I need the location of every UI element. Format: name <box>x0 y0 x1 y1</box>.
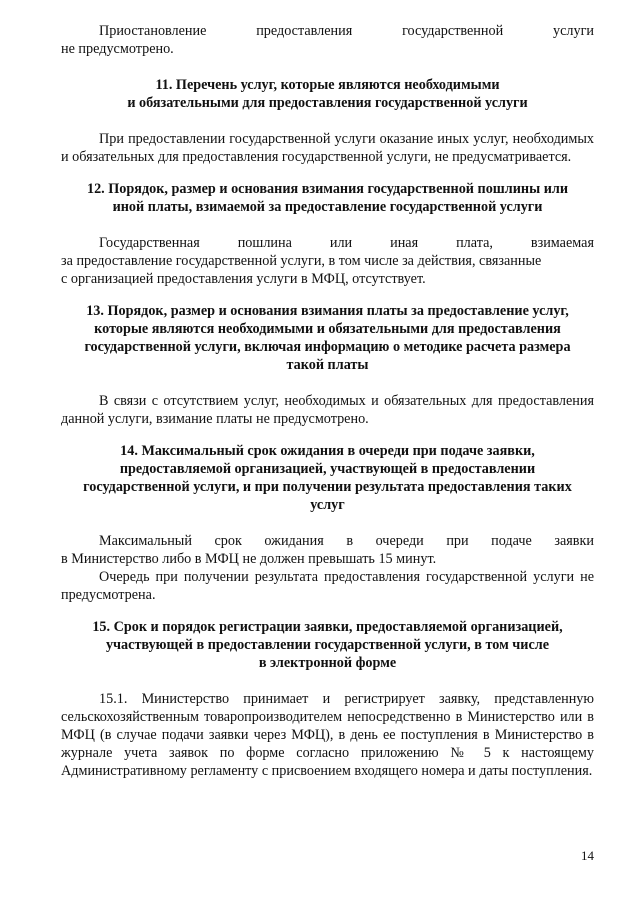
heading-line: иной платы, взимаемой за предоставление государственной услуги <box>112 199 543 215</box>
heading-line: предоставляемой организацией, участвующей в предоставлении <box>119 461 536 477</box>
intro-line-1 <box>61 22 594 40</box>
heading-line: и обязательными для предоставления государственной услуги <box>127 95 528 111</box>
word: или <box>329 235 353 251</box>
word: заявки <box>554 533 594 549</box>
heading-line: услуг <box>310 497 345 513</box>
heading-line: государственной услуги, и при получении результата предоставления таких <box>83 479 572 495</box>
section-12-heading <box>61 180 594 216</box>
section-11-text: При предоставлении государственной услуги оказание иных услуг, необходимых и обязательных для предоставления государственной услуги, не предусматривается. <box>61 131 594 165</box>
word: Государственная <box>99 235 200 251</box>
section-14-text-2: Очередь при получении результата предоставления государственной услуги не предусмотрена. <box>61 569 594 603</box>
heading-line: участвующей в предоставлении государственной услуги, в том числе <box>105 637 550 653</box>
section-12-line-1 <box>61 234 594 252</box>
word: при <box>446 533 469 549</box>
word: Приостановление <box>99 23 207 39</box>
document-body <box>61 22 594 780</box>
heading-line: 13. Порядок, размер и основания взимания платы за предоставление услуг, <box>86 303 569 319</box>
heading-line: в электронной форме <box>258 655 397 671</box>
heading-line: такой платы <box>286 357 369 373</box>
word: плата, <box>456 235 493 251</box>
word: взимаемая <box>530 235 594 251</box>
word: государственной <box>402 23 504 39</box>
intro-line-2: не предусмотрено. <box>61 41 174 57</box>
section-15-heading <box>61 618 594 672</box>
section-12-line-2: за предоставление государственной услуги, в том числе за действия, связанные <box>61 253 542 269</box>
word: срок <box>214 533 242 549</box>
word: подаче <box>491 533 532 549</box>
section-15-text: 15.1. Министерство принимает и регистрирует заявку, представленную сельскохозяйственным товаропроизводителем непосредственно в Министерство или в МФЦ (в случае подачи заявки через МФЦ), в день ее поступления в Министерство в журнале учета заявок по форме согласно приложению № 5 к настоящему Административному регламенту с присвоением входящего номера и даты поступления. <box>61 691 594 779</box>
page-number: 14 <box>581 848 594 863</box>
section-13-heading <box>61 302 594 374</box>
section-12-line-3: с организацией предоставления услуги в МФЦ, отсутствует. <box>61 271 426 287</box>
heading-line: 14. Максимальный срок ожидания в очереди при подаче заявки, <box>120 443 535 459</box>
word: услуги <box>553 23 594 39</box>
section-14-heading <box>61 442 594 514</box>
heading-line: которые являются необходимыми и обязательными для предоставления <box>94 321 561 337</box>
section-11-heading <box>61 76 594 112</box>
section-14-line-1 <box>61 532 594 550</box>
section-13-text: В связи с отсутствием услуг, необходимых и обязательных для предоставления данной услуги, взимание платы не предусмотрено. <box>61 393 594 427</box>
word: пошлина <box>237 235 292 251</box>
word: очереди <box>375 533 424 549</box>
word: ожидания <box>264 533 324 549</box>
heading-line: 12. Порядок, размер и основания взимания государственной пошлины или <box>86 181 569 197</box>
heading-line: государственной услуги, включая информацию о методике расчета размера <box>84 339 571 355</box>
word: в <box>346 533 354 549</box>
section-14-line-2: в Министерство либо в МФЦ не должен превышать 15 минут. <box>61 551 437 567</box>
word: предоставления <box>256 23 353 39</box>
heading-line: 11. Перечень услуг, которые являются необходимыми <box>155 77 500 93</box>
word: Максимальный <box>99 533 192 549</box>
word: иная <box>390 235 419 251</box>
heading-line: 15. Срок и порядок регистрации заявки, предоставляемой организацией, <box>92 619 563 635</box>
